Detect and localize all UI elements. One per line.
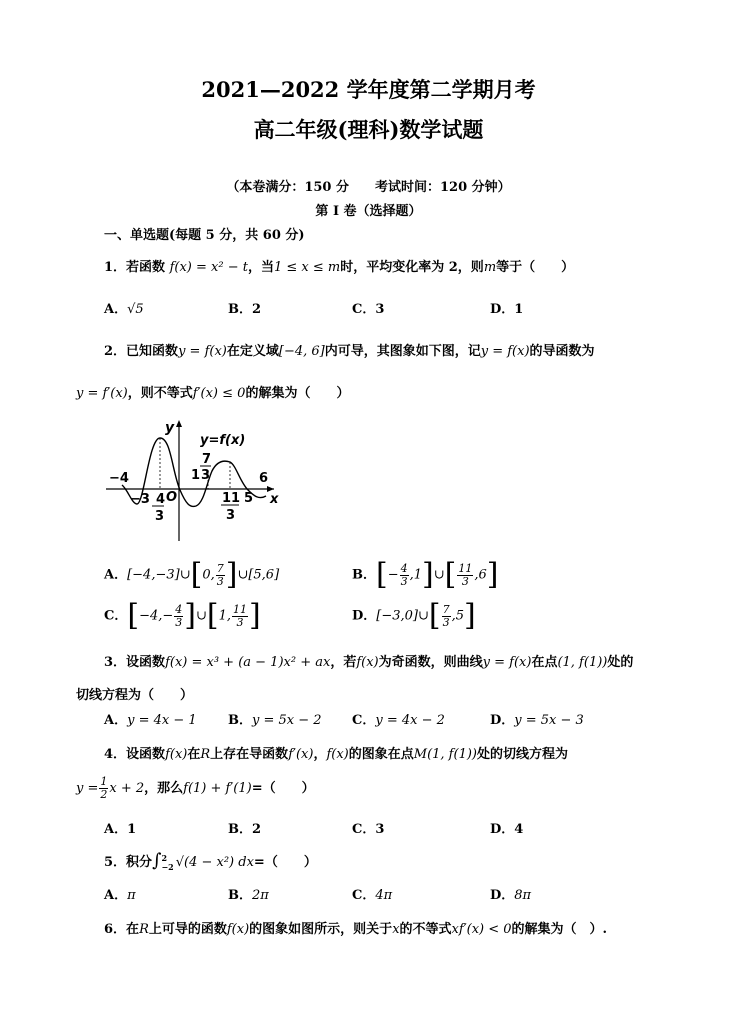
tick-label-1: 1 (191, 468, 201, 483)
q6-text-3: 的图象如图所示，则关于 (249, 922, 393, 937)
q1-option-a-value: √5 (127, 302, 144, 317)
q1-math-3: m (483, 260, 497, 275)
q3-option-d-label: D． (490, 713, 515, 728)
q2-math-5: f′(x) ≤ 0 (192, 386, 246, 401)
q2-option-a-fraction (216, 563, 225, 588)
q1-option-a[interactable] (104, 298, 144, 317)
function-label: y=f(x) (200, 433, 246, 448)
q3-text-4: 在点 (531, 655, 558, 670)
q1-option-c[interactable]: C．3 (352, 302, 385, 317)
q6-math-4: xf′(x) < 0 (451, 922, 512, 937)
tick-label-7-3-den: 3 (201, 468, 211, 483)
question-5 (104, 850, 317, 872)
tick-label-neg4-3-num: 4 (156, 492, 166, 507)
q1-math-2: 1 ≤ x ≤ m (273, 260, 341, 275)
q4-text-6: 处的切线方程为 (476, 747, 568, 762)
q2-option-c-fraction-1 (174, 604, 183, 629)
question-6 (104, 918, 607, 937)
q2-option-a-part-3: ∪[5,6] (237, 567, 280, 583)
q2-text-2: 在定义域 (226, 344, 279, 359)
q2-option-a[interactable] (104, 557, 280, 592)
q4-math-7: f(1) + f′(1) (183, 781, 252, 796)
volume-title: 第 I 卷（选择题） (315, 204, 422, 219)
q4-option-a[interactable]: A．1 (104, 822, 137, 837)
q3-option-c-label: C． (352, 713, 376, 728)
q3-option-c[interactable] (352, 709, 445, 728)
fraction-numerator: 11 (233, 602, 248, 616)
bracket-close: ] (486, 557, 499, 592)
q4-text-5: 的图象在点 (348, 747, 414, 762)
q2-math-2: [−4, 6] (278, 344, 325, 359)
q3-text-3: 为奇函数，则曲线 (378, 655, 483, 670)
q4-number: 4． (104, 747, 127, 762)
bracket-open: [ (127, 598, 140, 633)
fraction-numerator: 7 (216, 561, 224, 575)
fraction-numerator: 4 (175, 602, 183, 616)
q5-text-2: =（ ） (253, 855, 317, 870)
question-2-line-2 (76, 382, 349, 401)
q2-option-d-part-2: ,5 (451, 608, 465, 624)
q2-text-4: 的导函数为 (529, 344, 595, 359)
q3-option-b[interactable] (228, 709, 322, 728)
q1-text-1: 若函数 (126, 260, 166, 275)
bracket-open: [ (444, 557, 457, 592)
q4-math-6a: y = (76, 781, 99, 796)
q2-option-c-part-2: ∪ (196, 608, 207, 624)
fraction-numerator: 4 (400, 561, 408, 575)
q2-option-b-part-2: ,1 (409, 567, 423, 583)
q2-option-a-label: A． (104, 567, 128, 583)
tick-label-5: 5 (244, 491, 254, 506)
q1-option-b[interactable]: B．2 (228, 302, 262, 317)
q3-math-3: y = f(x) (482, 655, 532, 670)
q5-option-b[interactable] (228, 884, 269, 903)
q3-option-a[interactable] (104, 709, 197, 728)
question-3-line-2: 切线方程为（ ） (76, 688, 194, 703)
q2-option-a-part-1: [−4,−3]∪ (127, 567, 191, 583)
q5-option-a[interactable] (104, 884, 136, 903)
q4-text-8: =（ ） (251, 781, 315, 796)
fraction-denominator: 3 (461, 574, 469, 588)
question-4-line-1 (104, 743, 568, 762)
q3-option-c-value: y = 4x − 2 (375, 713, 445, 728)
q3-math-2: f(x) (356, 655, 379, 670)
tick-label-11-3-den: 3 (226, 508, 236, 523)
q2-function-graph (104, 416, 284, 546)
q2-option-b-part-3: ∪ (433, 567, 445, 583)
q3-option-d-value: y = 5x − 3 (514, 713, 584, 728)
fraction-denominator: 3 (175, 615, 183, 629)
integral-limits (161, 854, 173, 872)
question-3-line-1 (104, 651, 633, 670)
q3-text-2: ，若 (330, 655, 357, 670)
q6-text-4: 的不等式 (399, 922, 452, 937)
fraction-denominator: 3 (400, 574, 408, 588)
q5-option-d[interactable] (490, 884, 531, 903)
x-axis-label: x (270, 492, 279, 507)
q6-text-2: 上可导的函数 (148, 922, 227, 937)
integral-sign-icon: ∫ (152, 850, 162, 871)
q5-option-d-value: 8π (514, 888, 532, 903)
q3-option-b-label: B． (228, 713, 252, 728)
fraction-numerator: 7 (442, 602, 450, 616)
q5-option-c-value: 4π (375, 888, 393, 903)
y-axis-arrow-icon (176, 420, 182, 427)
bracket-open: [ (190, 557, 203, 592)
q2-option-d-fraction (442, 604, 451, 629)
q1-option-a-label: A． (104, 302, 128, 317)
exam-info: （本卷满分：150 分 考试时间：120 分钟） (226, 180, 511, 195)
bracket-open: [ (428, 598, 441, 633)
q5-option-d-label: D． (490, 888, 515, 903)
q2-option-c-part-3: 1, (218, 608, 232, 624)
q5-option-a-label: A． (104, 888, 128, 903)
tick-label-neg4: −4 (109, 471, 129, 486)
q5-number: 5． (104, 855, 127, 870)
q1-text-2: ，当 (247, 260, 274, 275)
q3-option-d[interactable] (490, 709, 584, 728)
bracket-close: ] (249, 598, 261, 633)
bracket-close: ] (422, 557, 434, 592)
q5-option-a-value: π (127, 888, 136, 903)
q2-option-c[interactable] (104, 598, 261, 633)
q3-math-1: f(x) = x³ + (a − 1)x² + ax (165, 655, 331, 670)
q5-integrand: √(4 − x²) dx (175, 855, 254, 870)
integral-lower-limit: −2 (161, 861, 174, 872)
q3-text-5: 处的 (607, 655, 634, 670)
tick-label-neg3: −3 (130, 492, 150, 507)
q1-math-1: f(x) = x² − t (169, 260, 248, 275)
q4-text-1: 设函数 (126, 747, 166, 762)
q1-text-3: 时，平均变化率为 2，则 (340, 260, 484, 275)
q2-math-4: y = f′(x) (76, 386, 128, 401)
q4-math-1: f(x) (165, 747, 188, 762)
y-axis-label: y (165, 420, 175, 436)
q5-option-c[interactable] (352, 884, 392, 903)
q3-math-4: (1, f(1)) (557, 655, 608, 670)
q3-option-a-value: y = 4x − 1 (127, 713, 197, 728)
fraction-denominator: 3 (216, 574, 224, 588)
q3-number: 3． (104, 655, 127, 670)
q1-option-d[interactable]: D．1 (490, 302, 524, 317)
bracket-close: ] (464, 598, 476, 633)
q2-text-5: ，则不等式 (127, 386, 193, 401)
integral-upper-limit: 2 (161, 852, 168, 863)
q4-math-2: R (200, 747, 211, 762)
title-line-1: 2021—2022 学年度第二学期月考 (201, 77, 536, 102)
q1-text-4: 等于（ ） (496, 260, 575, 275)
title-line-2: 高二年级(理科)数学试题 (253, 117, 484, 142)
q5-option-c-label: C． (352, 888, 376, 903)
q2-number: 2． (104, 344, 127, 359)
q2-option-b-part-1: − (387, 567, 399, 583)
q4-option-d[interactable]: D．4 (490, 822, 524, 837)
q2-option-c-part-1: −4,− (139, 608, 174, 624)
fraction-denominator: 3 (236, 615, 244, 629)
q6-math-1: R (139, 922, 149, 937)
q2-text-1: 已知函数 (126, 344, 179, 359)
bracket-open: [ (206, 598, 219, 633)
bracket-open: [ (376, 557, 388, 592)
fraction-denominator: 3 (442, 615, 450, 629)
q2-option-d-part-1: [−3,0]∪ (376, 608, 429, 624)
q2-option-b-label: B． (352, 567, 376, 583)
q4-text-2: 在 (187, 747, 201, 762)
q3-text-1: 设函数 (126, 655, 166, 670)
q6-number: 6． (104, 922, 127, 937)
q4-option-b[interactable]: B．2 (228, 822, 262, 837)
q2-option-a-part-2: 0, (202, 567, 215, 583)
q2-option-c-fraction-2 (232, 604, 248, 629)
q6-text-1: 在 (126, 922, 140, 937)
q5-text-1: 积分 (126, 855, 153, 870)
fraction-numerator: 1 (100, 775, 108, 788)
q4-fraction (99, 776, 108, 801)
q2-text-6: 的解集为（ ） (245, 386, 350, 401)
q6-math-3: x (392, 922, 400, 937)
q3-option-a-label: A． (104, 713, 128, 728)
q2-option-b-part-4: ,6 (474, 567, 487, 583)
question-4-line-2 (76, 776, 315, 801)
q3-option-b-value: y = 5x − 2 (252, 713, 322, 728)
q2-option-b-fraction-1 (400, 563, 409, 588)
q4-math-3: f′(x) (288, 747, 314, 762)
q4-math-5: M(1, f(1)) (413, 747, 477, 762)
tick-label-11-3-num: 11 (222, 491, 241, 506)
tick-label-6: 6 (259, 471, 269, 486)
q5-option-b-label: B． (228, 888, 252, 903)
bracket-close: ] (225, 557, 238, 592)
fraction-denominator: 2 (100, 788, 108, 801)
section-title: 一、单选题(每题 5 分，共 60 分) (104, 228, 305, 243)
q4-option-c[interactable]: C．3 (352, 822, 385, 837)
q2-text-3: 内可导，其图象如下图，记 (324, 344, 481, 359)
q2-option-d-label: D． (352, 608, 377, 624)
question-2-line-1 (104, 340, 595, 359)
q6-text-5: 的解集为（ ）. (511, 922, 608, 937)
q2-option-b-fraction-2 (457, 563, 473, 588)
bracket-close: ] (184, 598, 196, 633)
q5-option-b-value: 2π (252, 888, 269, 903)
q4-text-3: 上存在导函数 (210, 747, 289, 762)
question-1 (104, 256, 574, 275)
q1-number: 1． (104, 260, 127, 275)
q2-option-c-label: C． (104, 608, 128, 624)
fraction-numerator: 11 (458, 561, 473, 575)
q4-text-4: ， (313, 747, 327, 762)
q2-option-b[interactable] (352, 557, 499, 592)
origin-label: O (166, 490, 178, 505)
tick-label-neg4-3-den: 3 (155, 509, 165, 524)
q4-math-4: f(x) (326, 747, 349, 762)
q2-math-3: y = f(x) (480, 344, 530, 359)
q6-math-2: f(x) (226, 922, 250, 937)
tick-label-7-3-num: 7 (202, 452, 212, 467)
q2-math-1: y = f(x) (178, 344, 227, 359)
q4-math-6b: x + 2 (109, 781, 145, 796)
q4-text-7: ，那么 (144, 781, 184, 796)
q2-option-d[interactable] (352, 598, 476, 633)
